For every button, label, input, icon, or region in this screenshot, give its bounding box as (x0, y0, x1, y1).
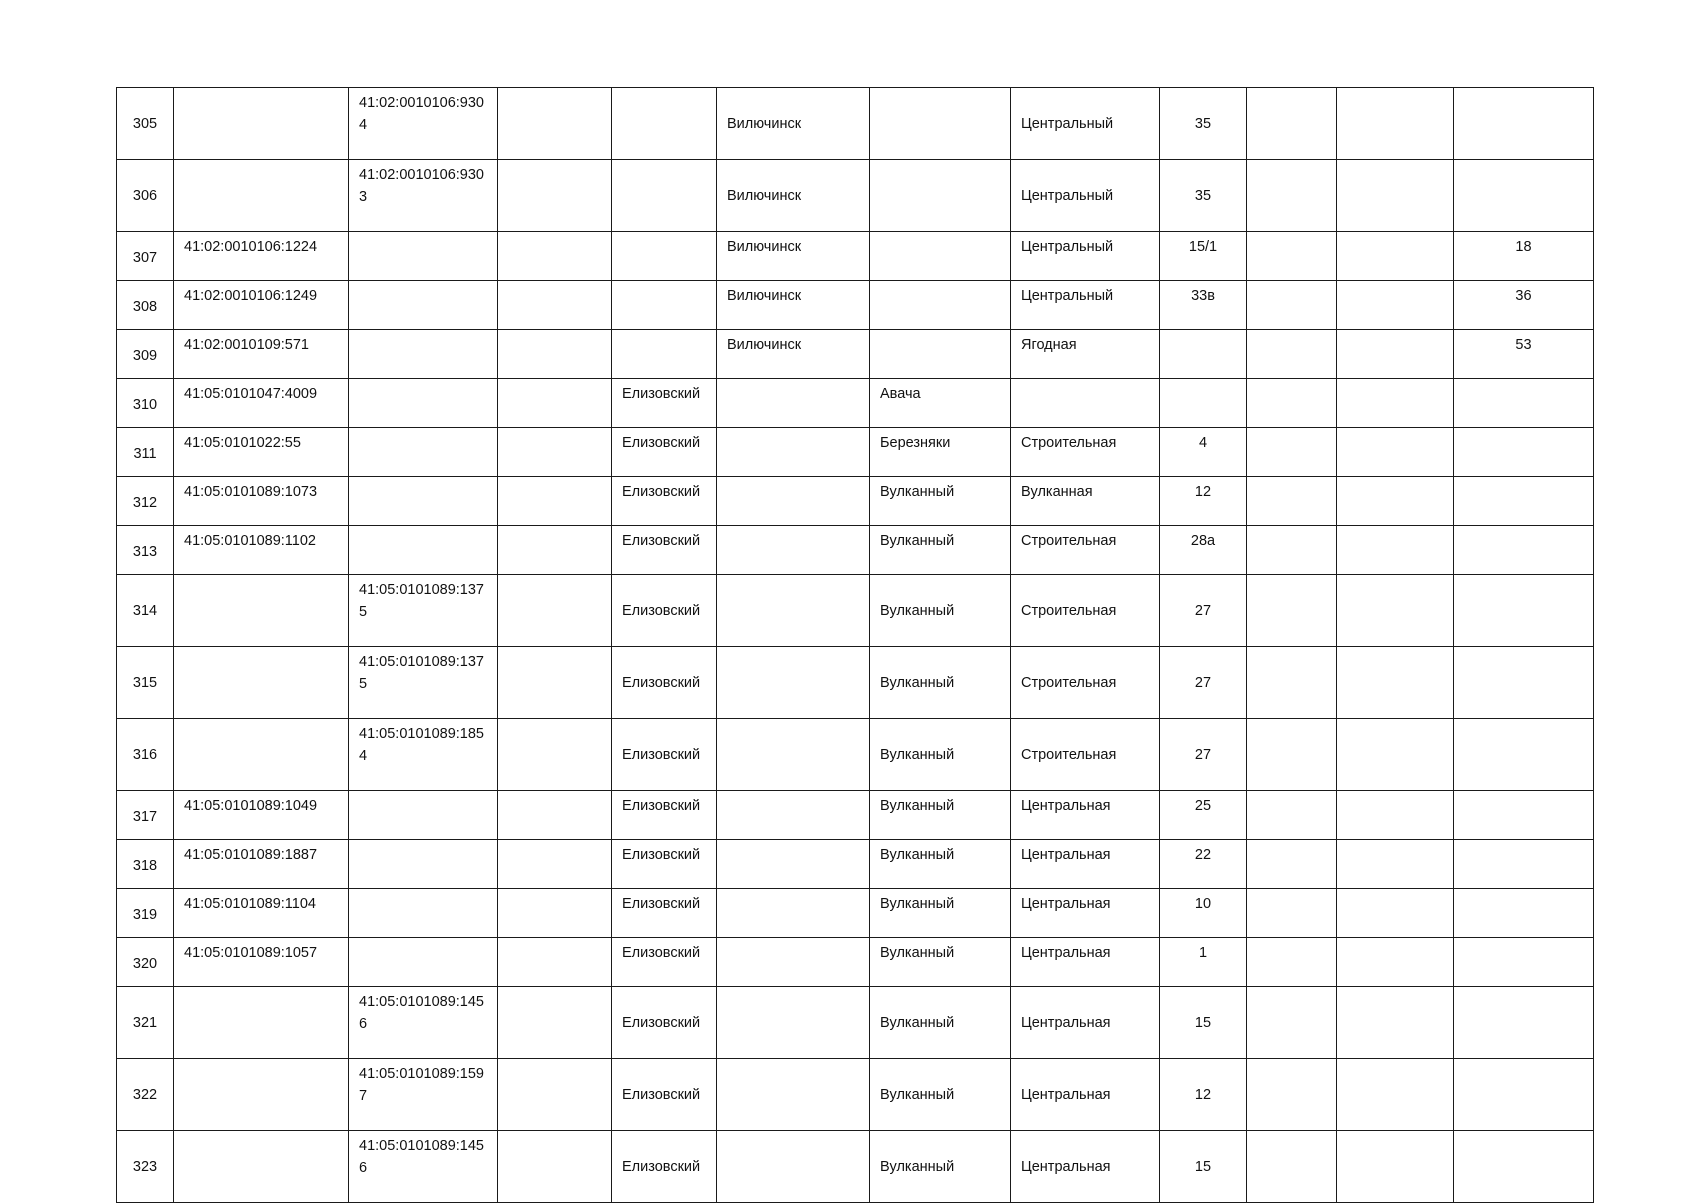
empty-cell (1247, 160, 1337, 232)
building-cadastral-number-cell (349, 428, 498, 477)
empty-cell (1247, 719, 1337, 791)
street-cell: Центральный (1011, 88, 1160, 160)
empty-cell (1337, 938, 1454, 987)
city-cell (717, 1059, 870, 1131)
settlement-cell: Вулканный (870, 987, 1011, 1059)
cadastral-number-cell (174, 647, 349, 719)
building-cadastral-number-cell (349, 379, 498, 428)
empty-cell (498, 1131, 612, 1203)
row-number: 320 (117, 938, 174, 987)
settlement-cell: Вулканный (870, 791, 1011, 840)
settlement-cell (870, 88, 1011, 160)
empty-cell (1247, 647, 1337, 719)
empty-cell (1247, 281, 1337, 330)
settlement-cell (870, 232, 1011, 281)
empty-cell (1337, 232, 1454, 281)
cadastral-number-cell: 41:05:0101089:1073 (174, 477, 349, 526)
district-cell: Елизовский (612, 938, 717, 987)
data-table (116, 87, 1594, 1203)
settlement-cell: Березняки (870, 428, 1011, 477)
row-number: 314 (117, 575, 174, 647)
area-cell (1454, 88, 1594, 160)
table-row (117, 938, 1594, 987)
street-cell: Вулканная (1011, 477, 1160, 526)
building-cadastral-number-cell (349, 889, 498, 938)
empty-cell (498, 330, 612, 379)
row-number: 311 (117, 428, 174, 477)
empty-cell (1337, 281, 1454, 330)
building-cadastral-number-cell: 41:05:0101089:1456 (349, 987, 498, 1059)
empty-cell (1337, 575, 1454, 647)
empty-cell (1247, 428, 1337, 477)
city-cell: Вилючинск (717, 330, 870, 379)
settlement-cell: Вулканный (870, 1059, 1011, 1131)
city-cell: Вилючинск (717, 232, 870, 281)
table-row (117, 840, 1594, 889)
cadastral-number-cell: 41:02:0010109:571 (174, 330, 349, 379)
empty-cell (498, 232, 612, 281)
building-cadastral-number-cell (349, 938, 498, 987)
district-cell: Елизовский (612, 575, 717, 647)
building-cadastral-number-cell (349, 791, 498, 840)
settlement-cell: Вулканный (870, 526, 1011, 575)
building-cadastral-number-cell: 41:05:0101089:1456 (349, 1131, 498, 1203)
city-cell: Вилючинск (717, 281, 870, 330)
area-cell (1454, 987, 1594, 1059)
district-cell: Елизовский (612, 428, 717, 477)
settlement-cell: Вулканный (870, 1131, 1011, 1203)
settlement-cell: Вулканный (870, 840, 1011, 889)
empty-cell (1247, 889, 1337, 938)
empty-cell (1247, 379, 1337, 428)
house-number-cell: 27 (1160, 575, 1247, 647)
street-cell (1011, 379, 1160, 428)
empty-cell (1247, 575, 1337, 647)
house-number-cell: 27 (1160, 647, 1247, 719)
street-cell: Центральная (1011, 791, 1160, 840)
table-row (117, 575, 1594, 647)
building-cadastral-number-cell (349, 526, 498, 575)
area-cell (1454, 791, 1594, 840)
district-cell: Елизовский (612, 1131, 717, 1203)
empty-cell (498, 938, 612, 987)
building-cadastral-number-cell: 41:02:0010106:9303 (349, 160, 498, 232)
cadastral-number-cell (174, 719, 349, 791)
table-row (117, 647, 1594, 719)
empty-cell (498, 840, 612, 889)
house-number-cell: 12 (1160, 477, 1247, 526)
house-number-cell: 25 (1160, 791, 1247, 840)
row-number: 319 (117, 889, 174, 938)
empty-cell (1337, 526, 1454, 575)
house-number-cell: 10 (1160, 889, 1247, 938)
house-number-cell: 28а (1160, 526, 1247, 575)
empty-cell (1247, 938, 1337, 987)
table-row (117, 987, 1594, 1059)
empty-cell (498, 281, 612, 330)
house-number-cell (1160, 379, 1247, 428)
settlement-cell: Вулканный (870, 477, 1011, 526)
empty-cell (498, 477, 612, 526)
empty-cell (1247, 1131, 1337, 1203)
area-cell (1454, 379, 1594, 428)
house-number-cell: 27 (1160, 719, 1247, 791)
cadastral-number-cell (174, 1131, 349, 1203)
area-cell (1454, 889, 1594, 938)
city-cell (717, 889, 870, 938)
house-number-cell: 15 (1160, 987, 1247, 1059)
city-cell (717, 647, 870, 719)
district-cell (612, 330, 717, 379)
city-cell (717, 526, 870, 575)
district-cell: Елизовский (612, 889, 717, 938)
street-cell: Строительная (1011, 526, 1160, 575)
empty-cell (1247, 791, 1337, 840)
district-cell: Елизовский (612, 719, 717, 791)
row-number: 312 (117, 477, 174, 526)
empty-cell (498, 526, 612, 575)
street-cell: Центральный (1011, 281, 1160, 330)
empty-cell (1337, 791, 1454, 840)
city-cell (717, 791, 870, 840)
empty-cell (1247, 1059, 1337, 1131)
table-row (117, 889, 1594, 938)
row-number: 323 (117, 1131, 174, 1203)
cadastral-number-cell: 41:05:0101047:4009 (174, 379, 349, 428)
district-cell (612, 281, 717, 330)
row-number: 307 (117, 232, 174, 281)
row-number: 308 (117, 281, 174, 330)
row-number: 309 (117, 330, 174, 379)
empty-cell (1337, 647, 1454, 719)
district-cell (612, 160, 717, 232)
street-cell: Ягодная (1011, 330, 1160, 379)
settlement-cell (870, 160, 1011, 232)
empty-cell (1337, 1059, 1454, 1131)
empty-cell (498, 1059, 612, 1131)
area-cell (1454, 938, 1594, 987)
city-cell (717, 428, 870, 477)
empty-cell (498, 575, 612, 647)
table-row (117, 1131, 1594, 1203)
empty-cell (1247, 987, 1337, 1059)
empty-cell (1337, 719, 1454, 791)
area-cell: 18 (1454, 232, 1594, 281)
cadastral-number-cell: 41:05:0101089:1887 (174, 840, 349, 889)
street-cell: Центральная (1011, 938, 1160, 987)
empty-cell (1247, 477, 1337, 526)
street-cell: Центральная (1011, 987, 1160, 1059)
cadastral-number-cell (174, 88, 349, 160)
settlement-cell: Авача (870, 379, 1011, 428)
table-row (117, 330, 1594, 379)
building-cadastral-number-cell (349, 330, 498, 379)
table-row (117, 232, 1594, 281)
empty-cell (498, 889, 612, 938)
building-cadastral-number-cell: 41:02:0010106:9304 (349, 88, 498, 160)
row-number: 305 (117, 88, 174, 160)
district-cell (612, 88, 717, 160)
empty-cell (498, 428, 612, 477)
settlement-cell: Вулканный (870, 889, 1011, 938)
area-cell (1454, 719, 1594, 791)
table-row (117, 791, 1594, 840)
area-cell (1454, 428, 1594, 477)
house-number-cell: 15/1 (1160, 232, 1247, 281)
building-cadastral-number-cell: 41:05:0101089:1854 (349, 719, 498, 791)
area-cell (1454, 1059, 1594, 1131)
cadastral-number-cell: 41:02:0010106:1224 (174, 232, 349, 281)
district-cell (612, 232, 717, 281)
empty-cell (1247, 840, 1337, 889)
empty-cell (498, 719, 612, 791)
street-cell: Центральный (1011, 160, 1160, 232)
table-row (117, 719, 1594, 791)
house-number-cell: 33в (1160, 281, 1247, 330)
building-cadastral-number-cell (349, 232, 498, 281)
area-cell (1454, 477, 1594, 526)
district-cell: Елизовский (612, 791, 717, 840)
empty-cell (498, 160, 612, 232)
house-number-cell: 15 (1160, 1131, 1247, 1203)
house-number-cell: 35 (1160, 88, 1247, 160)
empty-cell (1337, 88, 1454, 160)
empty-cell (1337, 160, 1454, 232)
settlement-cell: Вулканный (870, 719, 1011, 791)
city-cell (717, 575, 870, 647)
cadastral-number-cell (174, 1059, 349, 1131)
row-number: 313 (117, 526, 174, 575)
area-cell (1454, 526, 1594, 575)
house-number-cell: 4 (1160, 428, 1247, 477)
table-row (117, 526, 1594, 575)
empty-cell (1337, 889, 1454, 938)
settlement-cell (870, 330, 1011, 379)
row-number: 306 (117, 160, 174, 232)
empty-cell (498, 987, 612, 1059)
area-cell: 36 (1454, 281, 1594, 330)
street-cell: Центральная (1011, 1131, 1160, 1203)
area-cell (1454, 840, 1594, 889)
street-cell: Центральная (1011, 889, 1160, 938)
empty-cell (1337, 330, 1454, 379)
empty-cell (1337, 428, 1454, 477)
building-cadastral-number-cell (349, 840, 498, 889)
street-cell: Центральный (1011, 232, 1160, 281)
empty-cell (498, 791, 612, 840)
city-cell (717, 1131, 870, 1203)
street-cell: Центральная (1011, 1059, 1160, 1131)
table-row (117, 281, 1594, 330)
empty-cell (1247, 526, 1337, 575)
area-cell (1454, 160, 1594, 232)
house-number-cell: 1 (1160, 938, 1247, 987)
house-number-cell (1160, 330, 1247, 379)
city-cell (717, 719, 870, 791)
empty-cell (1337, 840, 1454, 889)
cadastral-number-cell: 41:05:0101089:1057 (174, 938, 349, 987)
table-body (117, 88, 1594, 1203)
settlement-cell: Вулканный (870, 647, 1011, 719)
table-row (117, 88, 1594, 160)
table-row (117, 1059, 1594, 1131)
table-row (117, 160, 1594, 232)
empty-cell (498, 647, 612, 719)
area-cell: 53 (1454, 330, 1594, 379)
city-cell (717, 987, 870, 1059)
building-cadastral-number-cell: 41:05:0101089:1375 (349, 575, 498, 647)
city-cell: Вилючинск (717, 160, 870, 232)
table-row (117, 428, 1594, 477)
house-number-cell: 12 (1160, 1059, 1247, 1131)
cadastral-number-cell (174, 575, 349, 647)
city-cell: Вилючинск (717, 88, 870, 160)
city-cell (717, 379, 870, 428)
district-cell: Елизовский (612, 379, 717, 428)
area-cell (1454, 1131, 1594, 1203)
house-number-cell: 35 (1160, 160, 1247, 232)
cadastral-number-cell: 41:05:0101089:1049 (174, 791, 349, 840)
row-number: 322 (117, 1059, 174, 1131)
cadastral-number-cell: 41:02:0010106:1249 (174, 281, 349, 330)
street-cell: Строительная (1011, 428, 1160, 477)
city-cell (717, 477, 870, 526)
cadastral-number-cell: 41:05:0101022:55 (174, 428, 349, 477)
district-cell: Елизовский (612, 1059, 717, 1131)
cadastral-number-cell: 41:05:0101089:1104 (174, 889, 349, 938)
settlement-cell (870, 281, 1011, 330)
empty-cell (1337, 1131, 1454, 1203)
district-cell: Елизовский (612, 840, 717, 889)
district-cell: Елизовский (612, 526, 717, 575)
cadastral-number-cell: 41:05:0101089:1102 (174, 526, 349, 575)
table-row (117, 379, 1594, 428)
empty-cell (1247, 330, 1337, 379)
empty-cell (1247, 232, 1337, 281)
table-row (117, 477, 1594, 526)
row-number: 315 (117, 647, 174, 719)
house-number-cell: 22 (1160, 840, 1247, 889)
city-cell (717, 840, 870, 889)
street-cell: Строительная (1011, 575, 1160, 647)
row-number: 310 (117, 379, 174, 428)
empty-cell (1247, 88, 1337, 160)
empty-cell (498, 379, 612, 428)
row-number: 318 (117, 840, 174, 889)
row-number: 316 (117, 719, 174, 791)
cadastral-number-cell (174, 160, 349, 232)
settlement-cell: Вулканный (870, 938, 1011, 987)
district-cell: Елизовский (612, 987, 717, 1059)
district-cell: Елизовский (612, 477, 717, 526)
building-cadastral-number-cell: 41:05:0101089:1375 (349, 647, 498, 719)
building-cadastral-number-cell (349, 281, 498, 330)
area-cell (1454, 647, 1594, 719)
empty-cell (1337, 477, 1454, 526)
empty-cell (498, 88, 612, 160)
area-cell (1454, 575, 1594, 647)
street-cell: Центральная (1011, 840, 1160, 889)
district-cell: Елизовский (612, 647, 717, 719)
building-cadastral-number-cell: 41:05:0101089:1597 (349, 1059, 498, 1131)
street-cell: Строительная (1011, 647, 1160, 719)
settlement-cell: Вулканный (870, 575, 1011, 647)
city-cell (717, 938, 870, 987)
row-number: 321 (117, 987, 174, 1059)
empty-cell (1337, 987, 1454, 1059)
row-number: 317 (117, 791, 174, 840)
empty-cell (1337, 379, 1454, 428)
cadastral-number-cell (174, 987, 349, 1059)
street-cell: Строительная (1011, 719, 1160, 791)
building-cadastral-number-cell (349, 477, 498, 526)
